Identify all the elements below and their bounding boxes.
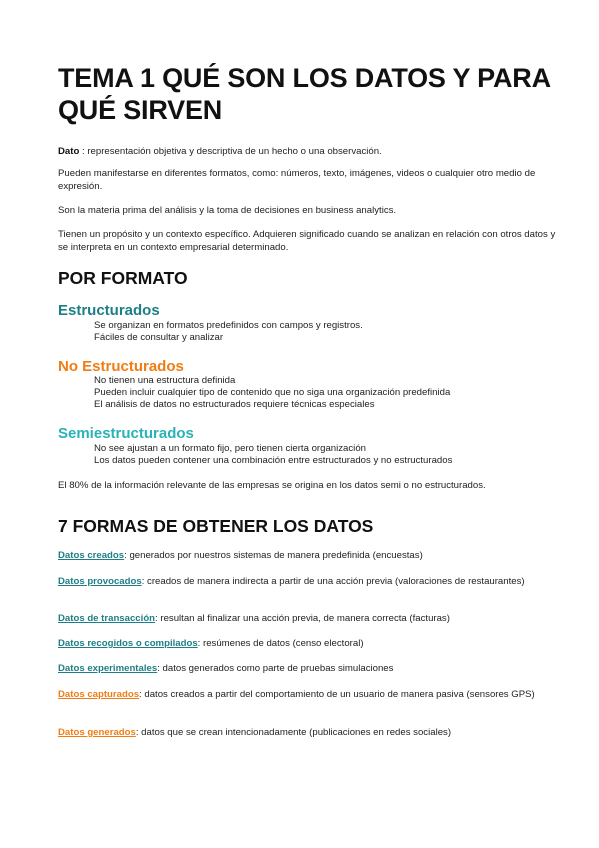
- way-desc: : generados por nuestros sistemas de manera predefinida (encuestas): [124, 550, 423, 561]
- ways-heading: 7 FORMAS DE OBTENER LOS DATOS: [58, 516, 374, 536]
- semistructured-title: Semiestructurados: [58, 425, 194, 442]
- unstructured-line: Pueden incluir cualquier tipo de contenido que no siga una organización predefinida: [94, 387, 451, 398]
- page-title: TEMA 1 QUÉ SON LOS DATOS Y PARA QUÉ SIRVEN: [58, 63, 550, 125]
- unstructured-line: No tienen una estructura definida: [94, 375, 236, 386]
- format-heading: POR FORMATO: [58, 268, 188, 288]
- way-term-link[interactable]: Datos de transacción: [58, 613, 156, 624]
- intro-paragraph-formats: Pueden manifestarse en diferentes formatos, como: números, texto, imágenes, videos o cualquier otro medio de expresión.: [58, 168, 536, 192]
- semistructured-line: No see ajustan a un formato fijo, pero tienen cierta organización: [94, 443, 366, 454]
- way-term-link[interactable]: Datos creados: [58, 550, 125, 561]
- dato-definition: [58, 146, 559, 159]
- way-item: [58, 689, 559, 702]
- structured-line: Fáciles de consultar y analizar: [94, 332, 224, 343]
- structured-title: Estructurados: [58, 302, 160, 319]
- way-term-link[interactable]: Datos experimentales: [58, 663, 158, 674]
- way-desc: : datos generados como parte de pruebas simulaciones: [157, 663, 394, 674]
- way-desc: : datos creados a partir del comportamiento de un usuario de manera pasiva (sensores GPS): [139, 689, 535, 700]
- way-item: [58, 613, 559, 626]
- way-term-link[interactable]: Datos capturados: [58, 689, 140, 700]
- way-desc: : datos que se crean intencionadamente (publicaciones en redes sociales): [135, 727, 452, 738]
- way-item: [58, 638, 559, 651]
- way-term-link[interactable]: Datos provocados: [58, 576, 142, 587]
- way-desc: : resultan al finalizar una acción previa, de manera correcta (facturas): [155, 613, 450, 624]
- way-term-link[interactable]: Datos recogidos o compilados: [58, 638, 198, 649]
- intro-paragraph-purpose: Tienen un propósito y un contexto específico. Adquieren significado cuando se analizan en relación con otros datos y se interpreta en un contexto empresarial determinado.: [58, 229, 556, 253]
- way-desc: : resúmenes de datos (censo electoral): [197, 638, 364, 649]
- unstructured-title: No Estructurados: [58, 358, 184, 375]
- way-desc: : creados de manera indirecta a partir de una acción previa (valoraciones de restaurantes): [141, 576, 525, 587]
- dato-def: : representación objetiva y descriptiva de un hecho o una observación.: [79, 146, 382, 157]
- unstructured-line: El análisis de datos no estructurados requiere técnicas especiales: [94, 399, 375, 410]
- way-item: [58, 727, 559, 740]
- way-item: [58, 550, 559, 563]
- dato-term: Dato: [58, 146, 80, 157]
- semistructured-line: Los datos pueden contener una combinación entre estructurados y no estructurados: [94, 455, 453, 466]
- way-item: [58, 663, 559, 676]
- way-term-link[interactable]: Datos generados: [58, 727, 136, 738]
- format-note: El 80% de la información relevante de las empresas se origina en los datos semi o no estructurados.: [58, 480, 486, 491]
- way-item: [58, 576, 559, 589]
- intro-paragraph-raw-material: Son la materia prima del análisis y la toma de decisiones en business analytics.: [58, 205, 397, 216]
- structured-line: Se organizan en formatos predefinidos con campos y registros.: [94, 320, 363, 331]
